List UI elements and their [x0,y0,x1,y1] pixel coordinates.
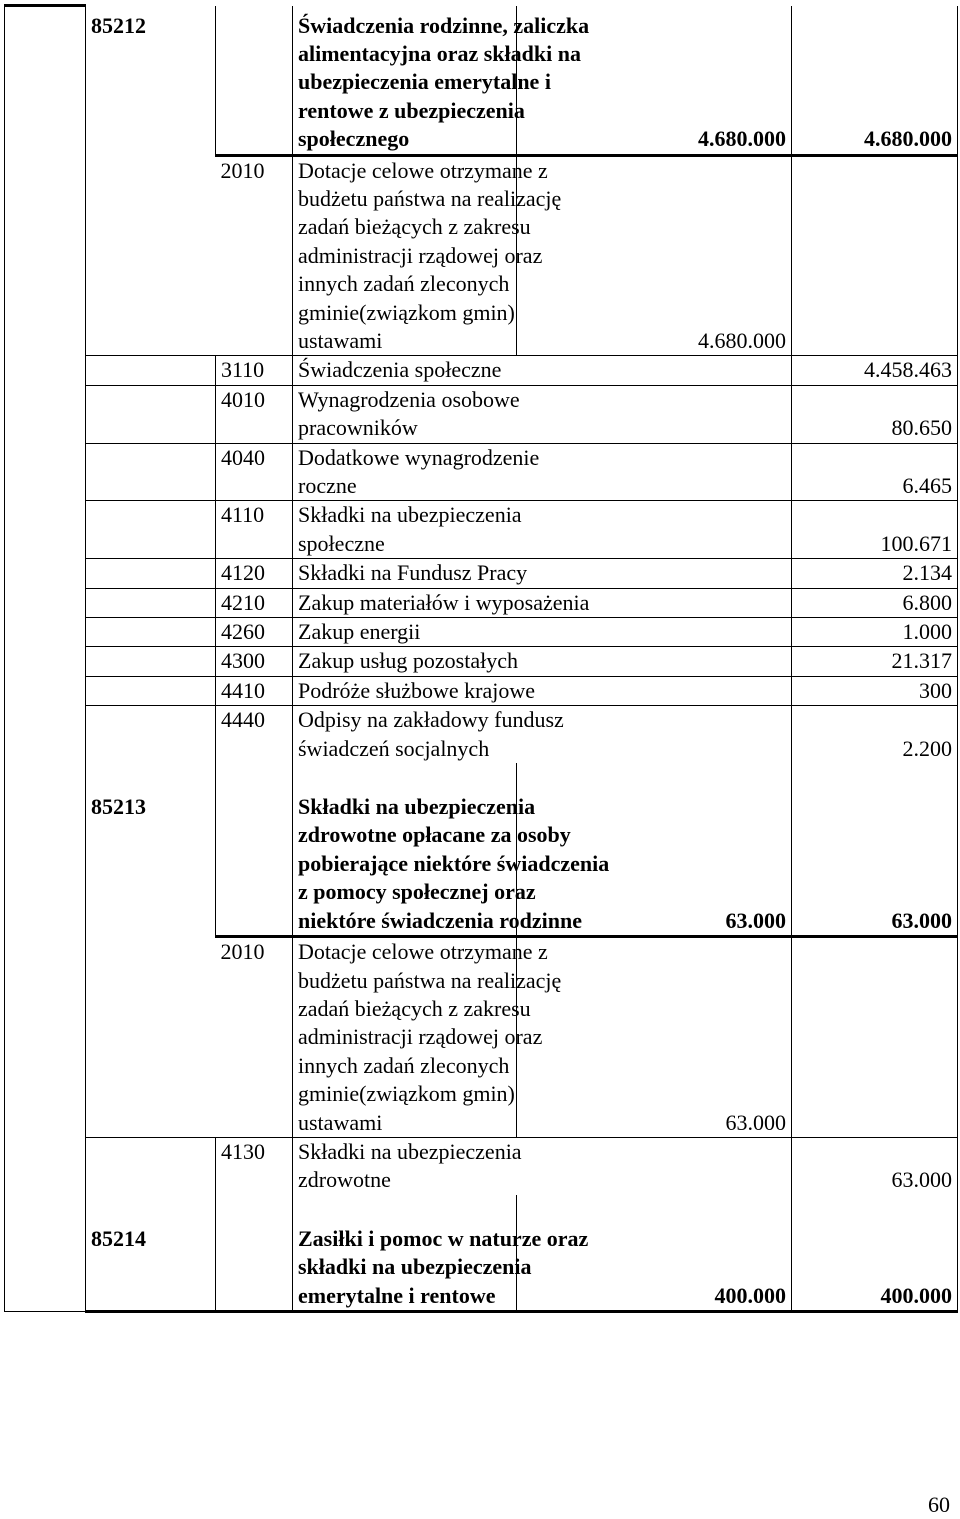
section-amount-1: 63.000 [517,763,792,937]
paragraf-amount: 63.000 [792,1137,958,1194]
wydatki-row [5,676,958,705]
paragraf-amount: 6.800 [792,588,958,617]
paragraf-name: Dotacje celowe otrzymane z budżetu państwa na realizację zadań bieżących z zakresu administracji rządowej oraz innych zadań zleconych gminie(związkom gmin) ustawami [298,939,562,1135]
wydatki-row [5,559,958,588]
rozdzial-code: 85213 [86,763,216,937]
paragraf-amount: 100.671 [792,501,958,559]
section-amount-2: 4.680.000 [792,6,958,156]
rozdzial-code: 85214 [86,1195,216,1312]
section-title-text: Składki na ubezpieczenia zdrowotne opłacane za osoby pobierające niektóre świadczenia z pomocy społecznej oraz niektóre świadczenia rodzinne [298,794,610,933]
paragraf-code: 4130 [216,1137,293,1194]
paragraf-cell [216,6,293,156]
paragraf-amount: 6.465 [792,443,958,501]
paragraf-code: 4300 [216,647,293,676]
section-header-row [5,1195,958,1312]
paragraf-name: Zakup energii [293,618,792,647]
paragraf-name: Dodatkowe wynagrodzenie roczne [298,444,540,498]
section-header-row [5,763,958,937]
paragraf-code: 3110 [216,356,293,385]
paragraf-amount: 2.134 [792,559,958,588]
wydatki-row [5,588,958,617]
page-number: 60 [928,1492,950,1517]
paragraf-code: 4040 [216,443,293,501]
paragraf-name: Dotacje celowe otrzymane z budżetu państwa na realizację zadań bieżących z zakresu administracji rządowej oraz innych zadań zleconych gminie(związkom gmin) ustawami [298,157,562,353]
section-amount-2: 63.000 [792,763,958,937]
section-title [293,6,590,156]
rozdzial-code: 85212 [86,6,216,156]
dzial-cell [5,6,86,156]
paragraf-name: Wynagrodzenia osobowe pracowników [298,386,520,441]
section-amount-2: 400.000 [792,1195,958,1312]
paragraf-code: 4010 [216,385,293,443]
wydatki-row [5,1137,958,1194]
paragraf-name: Świadczenia społeczne [293,356,792,385]
section-title-text: Świadczenia rodzinne, zaliczka alimentacyjna oraz składki na ubezpieczenia emerytalne i rentowe z ubezpieczenia społecznego [298,12,590,152]
paragraf-name: Składki na ubezpieczenia zdrowotne [298,1138,522,1193]
wydatki-row [5,618,958,647]
wydatki-row [5,385,958,443]
paragraf-amount: 1.000 [792,618,958,647]
wydatki-row [5,356,958,385]
wydatki-row [5,443,958,501]
paragraf-code: 4440 [216,706,293,763]
paragraf-name: Zakup materiałów i wyposażenia [293,588,792,617]
paragraf-name: Zakup usług pozostałych [293,647,792,676]
paragraf-code: 2010 [216,155,293,356]
section-amount-1: 4.680.000 [517,6,792,156]
paragraf-amount: 4.458.463 [792,356,958,385]
wydatki-row [5,501,958,559]
paragraf-amount: 80.650 [792,385,958,443]
section-title-text: Zasiłki i pomoc w naturze oraz składki na ubezpieczenia emerytalne i rentowe [298,1225,589,1308]
dochody-row [5,937,958,1138]
paragraf-code: 4260 [216,618,293,647]
paragraf-amount: 300 [792,676,958,705]
paragraf-code: 4210 [216,588,293,617]
paragraf-name: Odpisy na zakładowy fundusz świadczeń socjalnych [298,707,564,761]
paragraf-amount: 63.000 [517,937,792,1138]
wydatki-row [5,706,958,763]
paragraf-code: 4120 [216,559,293,588]
paragraf-amount: 21.317 [792,647,958,676]
wydatki-row [5,647,958,676]
paragraf-amount: 2.200 [792,706,958,763]
dochody-row [5,155,958,356]
paragraf-code: 4410 [216,676,293,705]
paragraf-name: Składki na ubezpieczenia społeczne [298,502,522,556]
section-header-row [5,6,958,156]
paragraf-amount: 4.680.000 [517,155,792,356]
paragraf-name: Składki na Fundusz Pracy [293,559,792,588]
paragraf-code: 2010 [216,937,293,1138]
paragraf-code: 4110 [216,501,293,559]
section-amount-1: 400.000 [517,1195,792,1312]
paragraf-name: Podróże służbowe krajowe [293,676,792,705]
budget-table [4,4,958,1313]
